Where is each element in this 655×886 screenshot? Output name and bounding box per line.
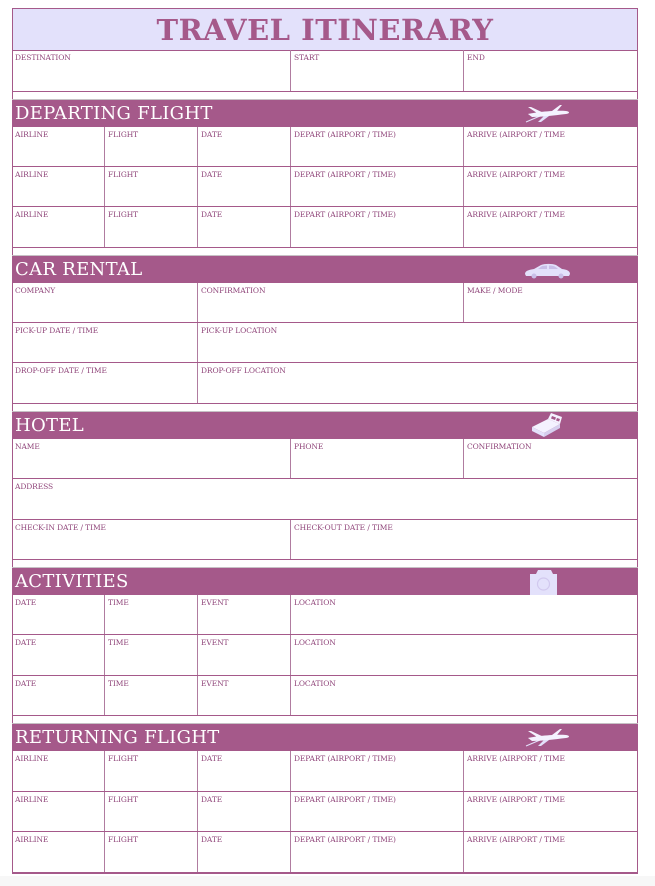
field-label: FLIGHT [108, 835, 139, 844]
field-label: FLIGHT [108, 795, 139, 804]
field-label: FLIGHT [108, 210, 139, 219]
section-title: RETURNING FLIGHT [15, 727, 220, 748]
field-label: ARRIVE (AIRPORT / TIME [467, 795, 565, 804]
arrive-field[interactable] [464, 792, 638, 831]
field-label: FLIGHT [108, 754, 139, 763]
depart-field[interactable] [291, 167, 464, 206]
field-label: DATE [201, 795, 223, 804]
field-label: DEPART (AIRPORT / TIME) [294, 210, 396, 219]
depart-field[interactable] [291, 792, 464, 831]
field-label: DATE [201, 210, 223, 219]
flight-row [12, 832, 638, 873]
time-field[interactable] [105, 595, 198, 634]
field-label: FLIGHT [108, 170, 139, 179]
field-label: EVENT [201, 598, 229, 607]
address-field[interactable] [12, 479, 638, 519]
activity-row [12, 595, 638, 635]
pickup-location-field[interactable] [198, 323, 638, 362]
field-label: LOCATION [294, 598, 336, 607]
field-label: END [467, 53, 485, 62]
airline-field[interactable] [12, 167, 105, 206]
car-rental-row [12, 363, 638, 404]
field-label: PICK-UP DATE / TIME [15, 326, 99, 335]
activity-row [12, 635, 638, 676]
field-label: LOCATION [294, 679, 336, 688]
end-field[interactable] [464, 50, 638, 91]
arrive-field[interactable] [464, 207, 638, 247]
flight-field[interactable] [105, 792, 198, 831]
flight-row [12, 167, 638, 207]
depart-field[interactable] [291, 751, 464, 791]
field-label: ARRIVE (AIRPORT / TIME [467, 170, 565, 179]
confirmation-field[interactable] [198, 283, 464, 322]
field-label: EVENT [201, 679, 229, 688]
time-field[interactable] [105, 635, 198, 675]
arrive-field[interactable] [464, 832, 638, 872]
field-label: DROP-OFF DATE / TIME [15, 366, 107, 375]
field-label: FLIGHT [108, 130, 139, 139]
date-field[interactable] [12, 635, 105, 675]
flight-field[interactable] [105, 127, 198, 166]
field-label: AIRLINE [15, 130, 49, 139]
flight-row [12, 792, 638, 832]
section-title: ACTIVITIES [15, 571, 129, 592]
airplane-icon [522, 726, 572, 749]
date-field[interactable] [198, 832, 291, 872]
field-label: CONFIRMATION [201, 286, 266, 295]
arrive-field[interactable] [464, 127, 638, 166]
field-label: DESTINATION [15, 53, 71, 62]
hotel-row [12, 439, 638, 479]
date-field[interactable] [198, 751, 291, 791]
field-label: ARRIVE (AIRPORT / TIME [467, 835, 565, 844]
airline-field[interactable] [12, 751, 105, 791]
field-label: AIRLINE [15, 795, 49, 804]
field-label: MAKE / MODE [467, 286, 523, 295]
date-field[interactable] [198, 167, 291, 206]
pickup-datetime-field[interactable] [12, 323, 198, 362]
hotel-name-field[interactable] [12, 439, 291, 478]
field-label: ARRIVE (AIRPORT / TIME [467, 754, 565, 763]
field-label: DATE [15, 638, 37, 647]
date-field[interactable] [198, 127, 291, 166]
title-band [12, 8, 638, 51]
car-rental-row [12, 283, 638, 323]
field-label: TIME [108, 598, 129, 607]
field-label: START [294, 53, 320, 62]
hotel-row [12, 520, 638, 560]
bed-icon [522, 414, 572, 437]
field-label: DEPART (AIRPORT / TIME) [294, 170, 396, 179]
airline-field[interactable] [12, 127, 105, 166]
field-label: TIME [108, 679, 129, 688]
phone-field[interactable] [291, 439, 464, 478]
field-label: DEPART (AIRPORT / TIME) [294, 754, 396, 763]
section-header-departing-flight [12, 100, 638, 127]
date-field[interactable] [12, 676, 105, 715]
flight-field[interactable] [105, 167, 198, 206]
field-label: EVENT [201, 638, 229, 647]
depart-field[interactable] [291, 127, 464, 166]
flight-row [12, 127, 638, 167]
activity-row [12, 676, 638, 716]
field-label: CONFIRMATION [467, 442, 532, 451]
page-title: TRAVEL ITINERARY [156, 12, 494, 47]
field-label: CHECK-IN DATE / TIME [15, 523, 106, 532]
date-field[interactable] [12, 595, 105, 634]
field-label: AIRLINE [15, 170, 49, 179]
field-label: TIME [108, 638, 129, 647]
field-label: ARRIVE (AIRPORT / TIME [467, 130, 565, 139]
flight-row [12, 751, 638, 792]
page-bottom-margin [0, 876, 655, 886]
field-label: AIRLINE [15, 754, 49, 763]
company-field[interactable] [12, 283, 198, 322]
event-field[interactable] [198, 595, 291, 634]
car-icon [522, 258, 572, 281]
field-label: DROP-OFF LOCATION [201, 366, 286, 375]
section-divider [12, 404, 638, 412]
field-label: PHONE [294, 442, 324, 451]
section-divider [12, 248, 638, 256]
destination-field[interactable] [12, 50, 291, 91]
airline-field[interactable] [12, 832, 105, 872]
checkout-field[interactable] [291, 520, 638, 559]
section-header-returning-flight [12, 724, 638, 751]
checkin-field[interactable] [12, 520, 291, 559]
date-field[interactable] [198, 792, 291, 831]
field-label: ADDRESS [15, 482, 54, 491]
field-label: ARRIVE (AIRPORT / TIME [467, 210, 565, 219]
event-field[interactable] [198, 635, 291, 675]
camera-icon [522, 570, 572, 593]
airplane-icon [522, 102, 572, 125]
location-field[interactable] [291, 595, 638, 634]
section-divider [12, 716, 638, 724]
location-field[interactable] [291, 635, 638, 675]
field-label: COMPANY [15, 286, 56, 295]
hotel-row [12, 479, 638, 520]
field-label: AIRLINE [15, 210, 49, 219]
field-label: DATE [201, 835, 223, 844]
section-title: HOTEL [15, 415, 85, 436]
event-field[interactable] [198, 676, 291, 715]
section-title: CAR RENTAL [15, 259, 143, 280]
field-label: DEPART (AIRPORT / TIME) [294, 835, 396, 844]
field-label: DATE [201, 754, 223, 763]
section-header-hotel [12, 412, 638, 439]
car-rental-row [12, 323, 638, 363]
depart-field[interactable] [291, 832, 464, 872]
depart-field[interactable] [291, 207, 464, 247]
field-label: NAME [15, 442, 40, 451]
section-divider [12, 92, 638, 100]
field-label: DATE [201, 170, 223, 179]
flight-field[interactable] [105, 832, 198, 872]
airline-field[interactable] [12, 207, 105, 247]
confirmation-field[interactable] [464, 439, 638, 478]
field-label: LOCATION [294, 638, 336, 647]
arrive-field[interactable] [464, 751, 638, 791]
section-header-activities [12, 568, 638, 595]
field-label: CHECK-OUT DATE / TIME [294, 523, 393, 532]
flight-row [12, 207, 638, 248]
flight-field[interactable] [105, 751, 198, 791]
dropoff-location-field[interactable] [198, 363, 638, 403]
make-model-field[interactable] [464, 283, 638, 322]
arrive-field[interactable] [464, 167, 638, 206]
field-label: DEPART (AIRPORT / TIME) [294, 130, 396, 139]
location-field[interactable] [291, 676, 638, 715]
field-label: DATE [15, 679, 37, 688]
dropoff-datetime-field[interactable] [12, 363, 198, 403]
field-label: PICK-UP LOCATION [201, 326, 278, 335]
field-label: DATE [15, 598, 37, 607]
section-header-car-rental [12, 256, 638, 283]
flight-field[interactable] [105, 207, 198, 247]
date-field[interactable] [198, 207, 291, 247]
field-label: DEPART (AIRPORT / TIME) [294, 795, 396, 804]
start-field[interactable] [291, 50, 464, 91]
airline-field[interactable] [12, 792, 105, 831]
field-label: AIRLINE [15, 835, 49, 844]
section-title: DEPARTING FLIGHT [15, 103, 213, 124]
section-divider [12, 560, 638, 568]
trip-info-row [12, 50, 638, 92]
field-label: DATE [201, 130, 223, 139]
time-field[interactable] [105, 676, 198, 715]
